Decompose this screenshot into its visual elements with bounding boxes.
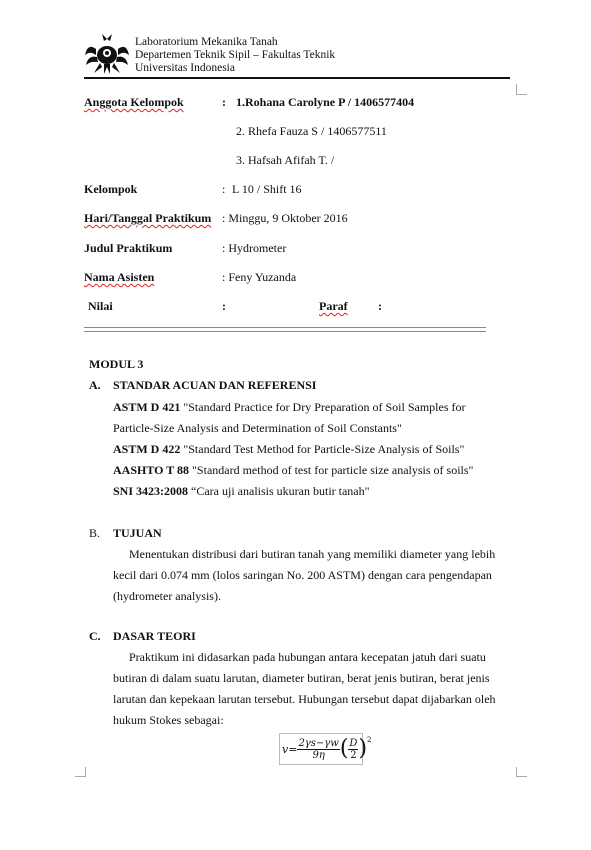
header-lab-name: Laboratorium Mekanika Tanah	[135, 36, 278, 48]
header-university: Universitas Indonesia	[135, 62, 235, 74]
section-c-letter: C.	[89, 629, 101, 643]
formula-paren-open: (	[339, 736, 349, 761]
header-department: Departemen Teknik Sipil – Fakultas Teknik	[135, 49, 336, 61]
teori-line2: butiran di dalam suatu larutan, diameter butiran, berat jenis butiran, berat jenis	[113, 671, 490, 685]
judul-value: : Hydrometer	[222, 241, 287, 255]
sni-line: SNI 3423:2008 “Cara uji analisis ukuran butir tanah"	[113, 484, 370, 498]
stokes-formula	[279, 733, 372, 765]
formula-paren-close: )	[358, 736, 368, 761]
modul-title: MODUL 3	[89, 357, 144, 371]
nilai-label: Nilai	[88, 299, 113, 313]
teori-line4: hukum Stokes sebagai:	[113, 713, 224, 727]
nilai-colon: :	[222, 299, 226, 313]
anggota-colon: :	[222, 95, 226, 109]
kelompok-label: Kelompok	[84, 182, 138, 196]
tujuan-line2: kecil dari 0.074 mm (lolos saringan No. 200 ASTM) dengan cara pengendapan	[113, 568, 492, 582]
paraf-label: Paraf	[319, 299, 348, 313]
kelompok-colon: :	[222, 182, 226, 196]
aashto-line: AASHTO T 88 "Standard method of test for particle size analysis of soils"	[113, 463, 474, 477]
tujuan-line1: Menentukan distribusi dari butiran tanah yang memiliki diameter yang lebih	[129, 547, 496, 561]
formula-inner-denominator: 2	[350, 749, 357, 761]
astm-421-line2: Particle-Size Analysis and Determination of Soil Constants"	[113, 421, 402, 435]
teori-line1: Praktikum ini didasarkan pada hubungan antara kecepatan jatuh dari suatu	[129, 650, 486, 664]
formula-main-fraction	[297, 738, 339, 761]
hari-value: : Minggu, 9 Oktober 2016	[222, 211, 348, 225]
header-rule	[84, 77, 510, 79]
judul-label: Judul Praktikum	[84, 241, 173, 255]
astm-421-line1: ASTM D 421 "Standard Practice for Dry Preparation of Soil Samples for	[113, 400, 466, 414]
hari-label: Hari/Tanggal Praktikum	[84, 211, 212, 225]
teori-line3: larutan dan kepekaan larutan tersebut. Hubungan tersebut dapat dijabarkan oleh	[113, 692, 496, 706]
member-1: 1.Rohana Carolyne P / 1406577404	[236, 95, 415, 109]
crop-mark-bottom-right	[516, 767, 527, 777]
formula-inner-fraction	[348, 738, 358, 761]
section-a-letter: A.	[89, 378, 101, 392]
asisten-label: Nama Asisten	[84, 270, 155, 284]
section-c-title: DASAR TEORI	[113, 629, 196, 643]
astm-422-line: ASTM D 422 "Standard Test Method for Particle-Size Analysis of Soils"	[113, 442, 465, 456]
crop-mark-top-right	[516, 84, 527, 95]
formula-lhs: v=	[282, 742, 298, 756]
university-logo-icon	[84, 31, 130, 75]
section-b-letter: B.	[89, 526, 101, 540]
formula-numerator: 2γs−γw	[298, 737, 339, 749]
kelompok-value: L 10 / Shift 16	[232, 182, 302, 196]
separator-double-rule	[84, 327, 486, 332]
paraf-colon: :	[378, 299, 382, 313]
crop-mark-bottom-left	[75, 767, 86, 777]
asisten-value: : Feny Yuzanda	[222, 270, 297, 284]
formula-denominator: 9η	[312, 749, 325, 761]
tujuan-line3: (hydrometer analysis).	[113, 589, 221, 603]
section-a-title: STANDAR ACUAN DAN REFERENSI	[113, 378, 317, 392]
member-2: 2. Rhefa Fauza S / 1406577511	[236, 124, 387, 138]
anggota-label: Anggota Kelompok	[84, 95, 184, 109]
formula-exponent: 2	[367, 736, 372, 744]
section-b-title: TUJUAN	[113, 526, 162, 540]
member-3: 3. Hafsah Afifah T. /	[236, 153, 335, 167]
formula-inner-numerator: D	[349, 737, 358, 749]
